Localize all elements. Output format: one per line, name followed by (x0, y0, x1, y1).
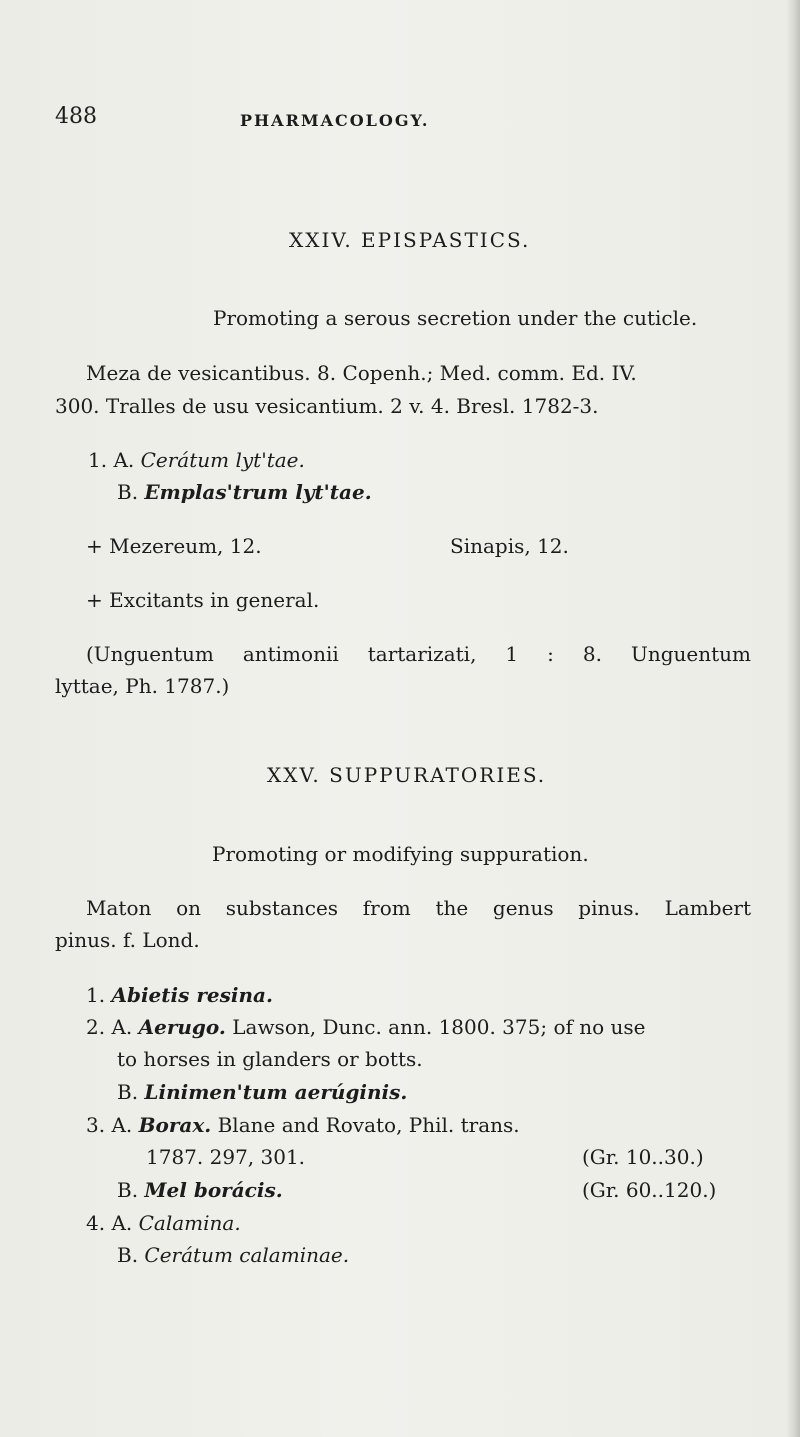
item-label: B. (117, 1178, 139, 1202)
item-name: Calamina. (138, 1211, 241, 1235)
list-item (117, 1080, 407, 1104)
list-item (86, 1211, 241, 1235)
item-label: 4. A. (86, 1211, 133, 1235)
item-name: Emplas'trum lyt'tae. (144, 480, 372, 504)
item-label: B. (117, 480, 139, 504)
item-label: 3. A. (86, 1113, 133, 1137)
item-name: Abietis resina. (111, 983, 273, 1007)
note-line: (Unguentum antimonii tartarizati, 1 : 8. Unguentum (86, 642, 751, 666)
section-title-suppuratories: XXV. SUPPURATORIES. (267, 763, 547, 787)
item-label: 1. (86, 983, 106, 1007)
related-item: Sinapis, 12. (450, 534, 569, 558)
item-name: Cerátum calaminae. (144, 1243, 350, 1267)
section-subtitle: Promoting a serous secretion under the cuticle. (213, 306, 698, 330)
item-name: Linimen'tum aerúginis. (144, 1080, 408, 1104)
item-name: Borax. (138, 1113, 212, 1137)
list-item (86, 1015, 646, 1039)
item-label: 1. A. (88, 448, 135, 472)
item-label: B. (117, 1080, 139, 1104)
section-subtitle: Promoting or modifying suppuration. (212, 842, 589, 866)
running-head: PHARMACOLOGY. (240, 111, 430, 130)
item-label: B. (117, 1243, 139, 1267)
note-line: lyttae, Ph. 1787.) (55, 674, 230, 698)
section-title-epispastics: XXIV. EPISPASTICS. (289, 228, 531, 252)
reference-line: Maton on substances from the genus pinus. Lambert (86, 896, 751, 920)
dose: (Gr. 60..120.) (582, 1178, 717, 1202)
related-item: + Excitants in general. (86, 588, 320, 612)
item-reference-cont: to horses in glanders or botts. (117, 1047, 423, 1071)
reference-line: pinus. f. Lond. (55, 928, 200, 952)
list-item (117, 1178, 283, 1202)
reference-line: Meza de vesicantibus. 8. Copenh.; Med. comm. Ed. IV. (86, 361, 637, 385)
item-reference-cont: 1787. 297, 301. (146, 1145, 306, 1169)
list-item (86, 983, 273, 1007)
item-name: Mel borácis. (144, 1178, 283, 1202)
related-item: + Mezereum, 12. (86, 534, 262, 558)
list-item (88, 448, 305, 472)
item-name: Cerátum lyt'tae. (140, 448, 305, 472)
item-name: Aerugo. (138, 1015, 226, 1039)
dose: (Gr. 10..30.) (582, 1145, 704, 1169)
page-number: 488 (55, 104, 97, 129)
item-reference: Blane and Rovato, Phil. trans. (217, 1113, 520, 1137)
list-item (117, 1243, 349, 1267)
list-item (117, 480, 372, 504)
list-item (86, 1113, 520, 1137)
item-label: 2. A. (86, 1015, 133, 1039)
page-edge-shadow (786, 0, 800, 1437)
item-reference: Lawson, Dunc. ann. 1800. 375; of no use (232, 1015, 646, 1039)
reference-line: 300. Tralles de usu vesicantium. 2 v. 4. Bresl. 1782-3. (55, 394, 599, 418)
